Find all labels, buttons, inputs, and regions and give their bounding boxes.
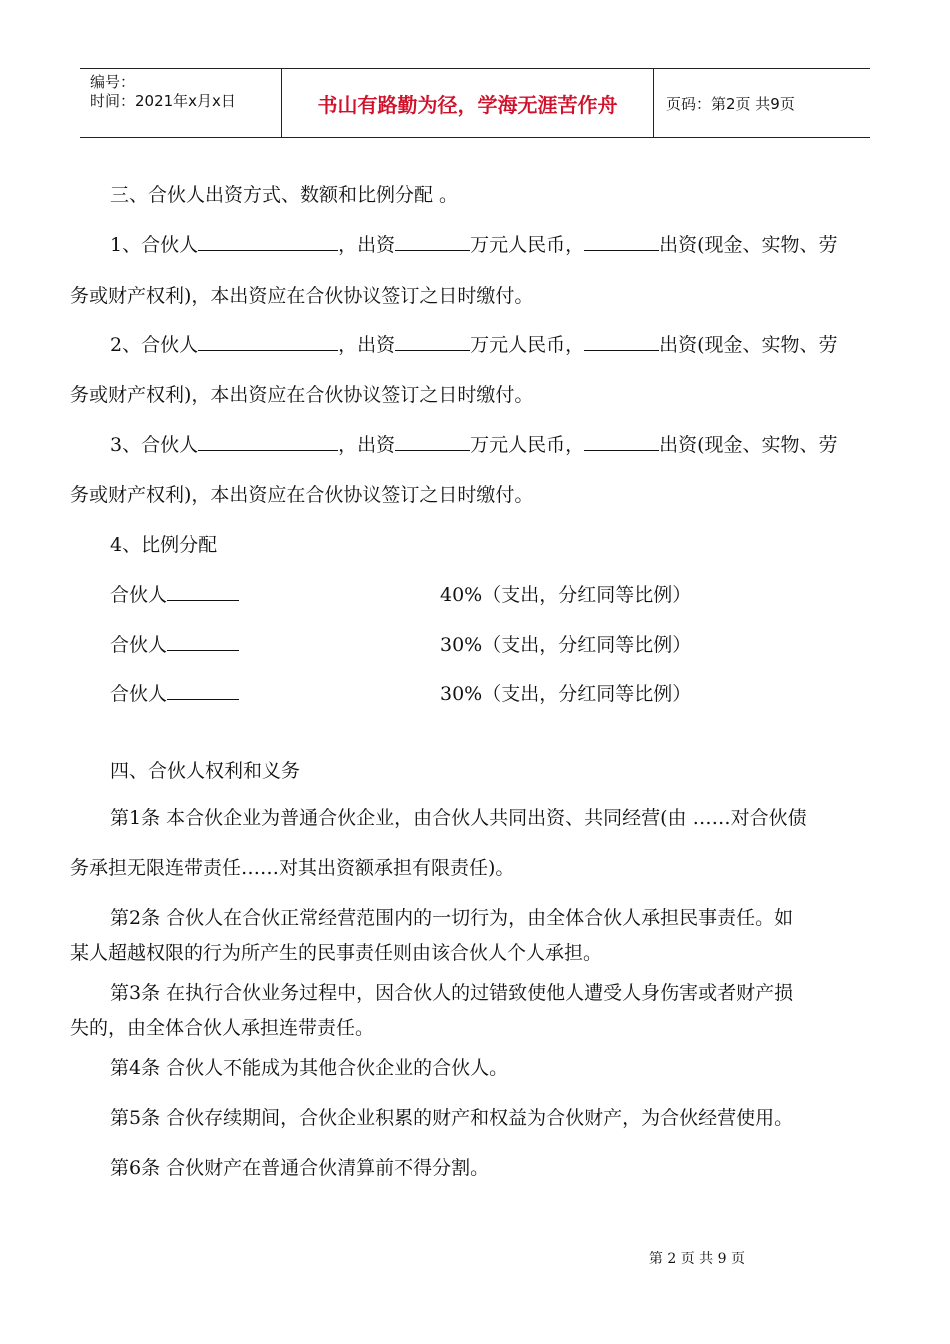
- ratio-value-1: 40%（支出，分红同等比例）: [440, 584, 692, 606]
- footer-page-number: 第 2 页 共 9 页: [648, 1251, 745, 1267]
- section3-title: 三、合伙人出资方式、数额和比例分配 。: [110, 184, 459, 206]
- ratio-value-3: 30%（支出，分红同等比例）: [440, 683, 692, 705]
- method-blank[interactable]: [584, 230, 659, 251]
- contribution-item-1: 1、合伙人 ，出资 万元人民币， 出资(现金、实物、劳: [110, 230, 838, 257]
- amount-blank[interactable]: [395, 430, 470, 451]
- ratio-partner-2: 合伙人: [110, 630, 239, 657]
- page-header: [80, 68, 870, 138]
- ratio-partner-1: 合伙人: [110, 580, 239, 607]
- article-2-cont: 某人超越权限的行为所产生的民事责任则由该合伙人个人承担。: [70, 942, 603, 964]
- method-blank[interactable]: [584, 430, 659, 451]
- article-1-cont: 务承担无限连带责任……对其出资额承担有限责任)。: [70, 857, 515, 879]
- contribution-item-2-cont: 务或财产权利)，本出资应在合伙协议签订之日时缴付。: [70, 384, 534, 406]
- article-2: 第2条 合伙人在合伙正常经营范围内的一切行为，由全体合伙人承担民事责任。如: [110, 907, 794, 929]
- article-5: 第5条 合伙存续期间，合伙企业积累的财产和权益为合伙财产，为合伙经营使用。: [110, 1107, 794, 1129]
- ratio-partner-3: 合伙人: [110, 679, 239, 706]
- contribution-item-3-cont: 务或财产权利)，本出资应在合伙协议签订之日时缴付。: [70, 484, 534, 506]
- method-blank[interactable]: [584, 330, 659, 351]
- partner-name-blank[interactable]: [167, 679, 239, 700]
- amount-blank[interactable]: [395, 230, 470, 251]
- ratio-title: 4、比例分配: [110, 534, 218, 556]
- partner-name-blank[interactable]: [167, 580, 239, 601]
- document-number-label: 编号：: [90, 73, 136, 91]
- contribution-item-1-cont: 务或财产权利)，本出资应在合伙协议签订之日时缴付。: [70, 285, 534, 307]
- partner-name-blank[interactable]: [167, 630, 239, 651]
- article-6: 第6条 合伙财产在普通合伙清算前不得分割。: [110, 1157, 490, 1179]
- header-meta: [80, 69, 282, 137]
- article-1: 第1条 本合伙企业为普通合伙企业，由合伙人共同出资、共同经营(由 ……对合伙债: [110, 807, 807, 829]
- amount-blank[interactable]: [395, 330, 470, 351]
- section4-title: 四、合伙人权利和义务: [110, 760, 301, 782]
- contribution-item-2: 2、合伙人 ，出资 万元人民币， 出资(现金、实物、劳: [110, 330, 838, 357]
- partner-name-blank[interactable]: [198, 230, 338, 251]
- document-date: 时间：2021年x月x日: [90, 92, 236, 110]
- article-4: 第4条 合伙人不能成为其他合伙企业的合伙人。: [110, 1057, 509, 1079]
- ratio-value-2: 30%（支出，分红同等比例）: [440, 634, 692, 656]
- partner-name-blank[interactable]: [198, 430, 338, 451]
- header-page-number: 页码：第2页 共9页: [666, 94, 795, 113]
- contribution-item-3: 3、合伙人 ，出资 万元人民币， 出资(现金、实物、劳: [110, 430, 838, 457]
- partner-name-blank[interactable]: [198, 330, 338, 351]
- header-motto: 书山有路勤为径，学海无涯苦作舟: [282, 69, 654, 137]
- article-3: 第3条 在执行合伙业务过程中，因合伙人的过错致使他人遭受人身伤害或者财产损: [110, 982, 794, 1004]
- article-3-cont: 失的，由全体合伙人承担连带责任。: [70, 1017, 375, 1039]
- page-footer: [0, 1248, 950, 1268]
